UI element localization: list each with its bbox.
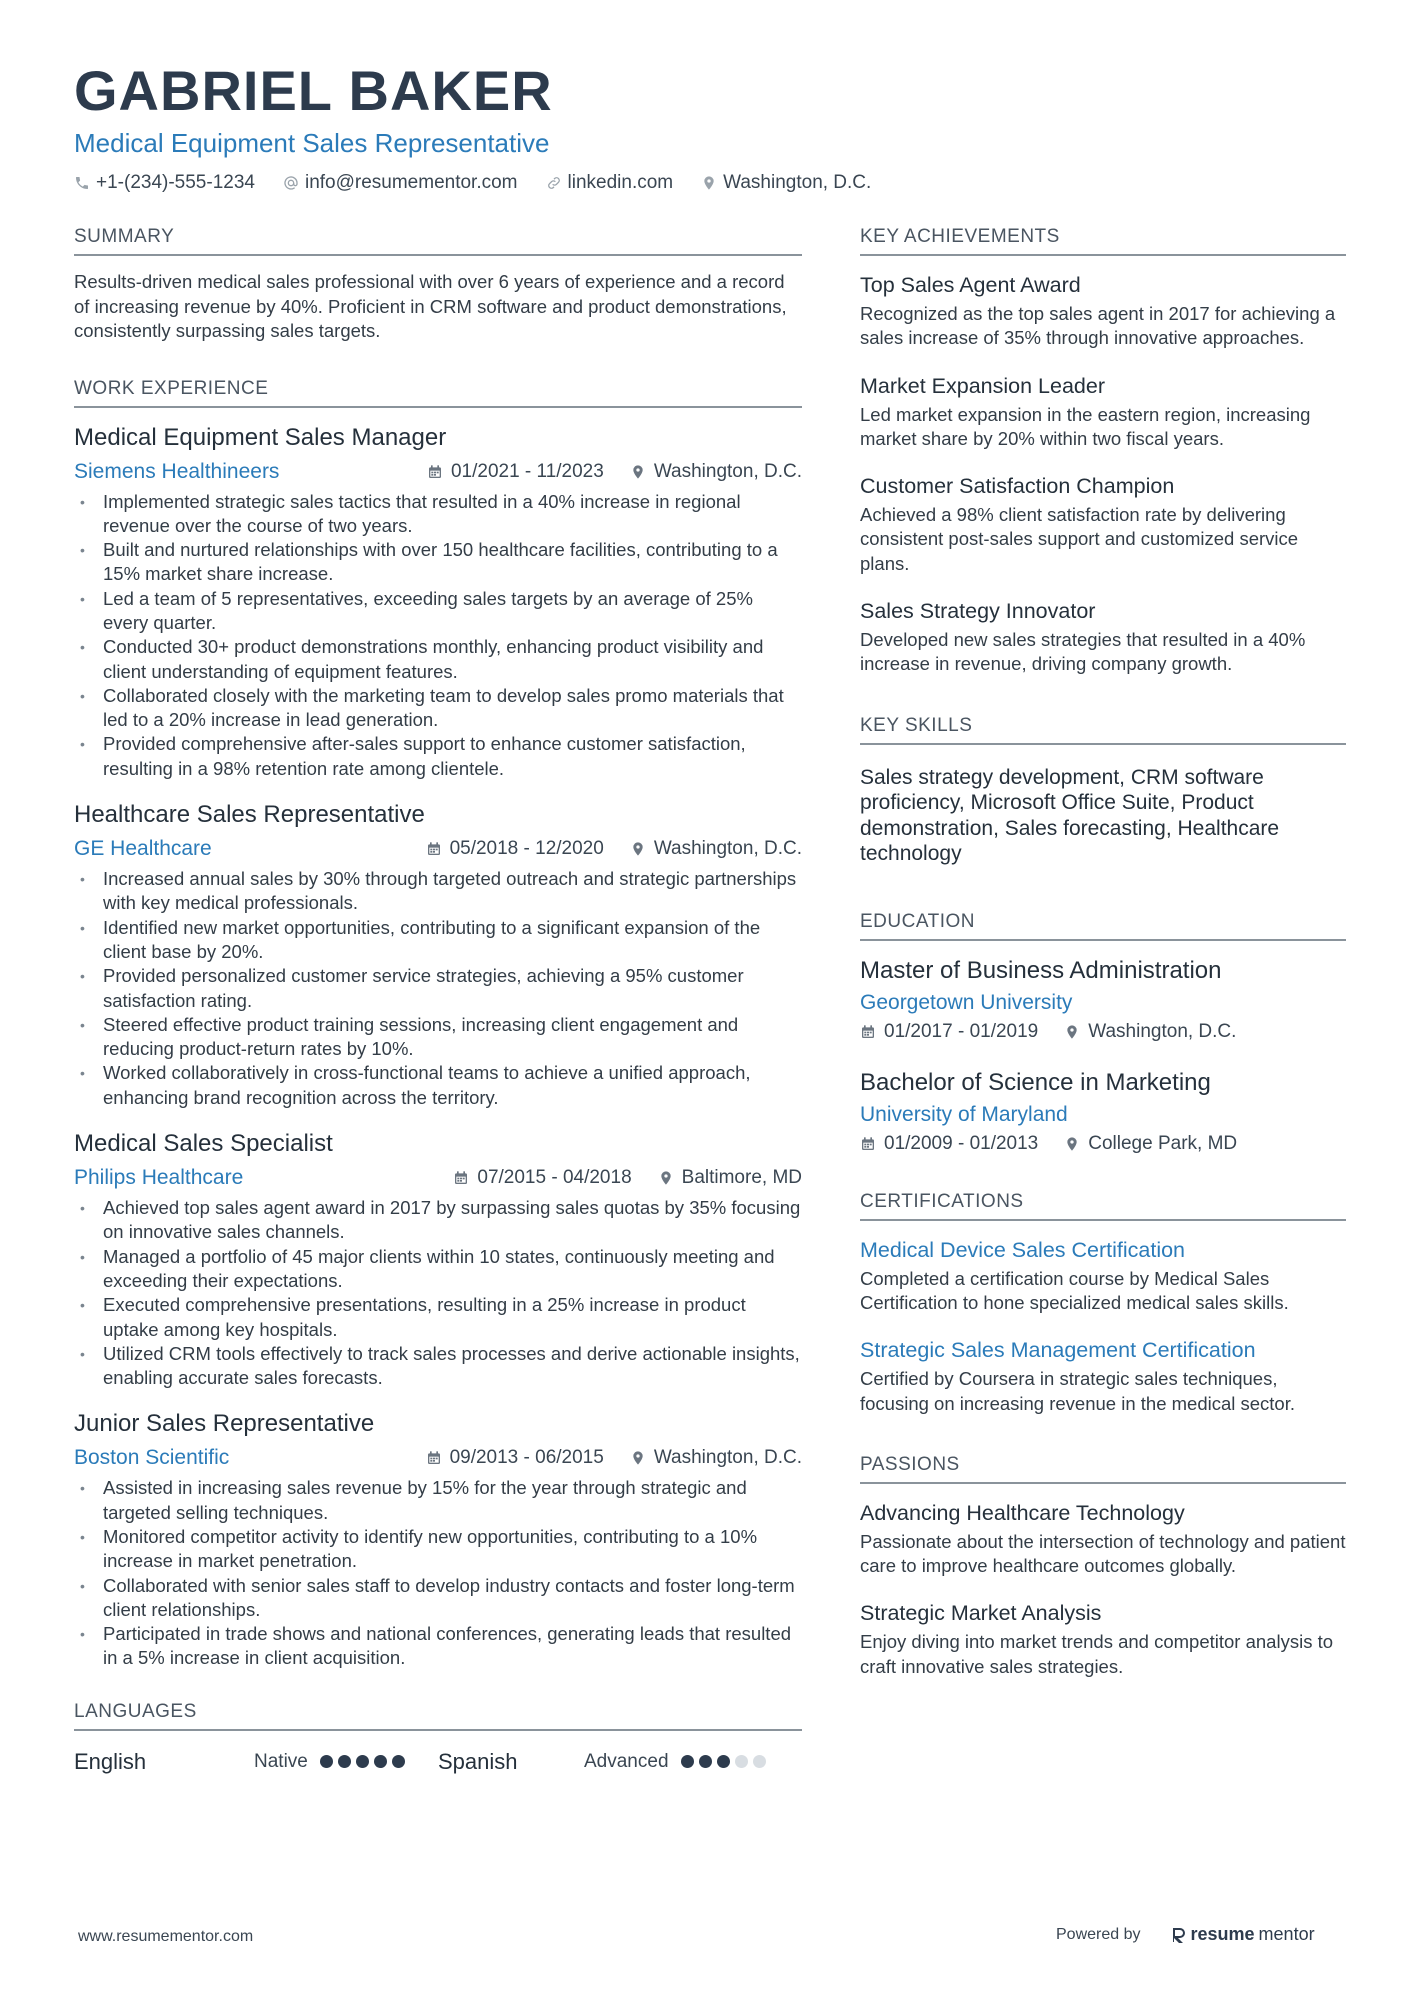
contact-linkedin[interactable] [546, 172, 674, 194]
job-location [630, 1447, 802, 1469]
map-pin-icon [1064, 1136, 1080, 1152]
achievement-title: Sales Strategy Innovator [860, 599, 1096, 624]
passion-title: Advancing Healthcare Technology [860, 1500, 1185, 1525]
company-name: GE Healthcare [74, 837, 212, 861]
calendar-icon [426, 1450, 442, 1466]
language-name: English [74, 1748, 147, 1774]
edu-meta [860, 1133, 1346, 1155]
job-dates [426, 838, 604, 860]
job-meta-right [427, 461, 802, 483]
email-text: info@resumementor.com [304, 172, 518, 193]
phone-text: +1-(234)-555-1234 [96, 172, 255, 193]
job-title: Medical Sales Specialist [74, 1130, 333, 1158]
bullet-item: • Worked collaboratively in cross-functional teams to achieve a unified approach, enhancing brand recognition across the territory. [74, 1061, 802, 1110]
edu-school: Georgetown University [860, 990, 1073, 1014]
job-title: Junior Sales Representative [74, 1410, 375, 1438]
job-location-text: Washington, D.C. [653, 460, 802, 482]
language-item [74, 1749, 438, 1775]
footer-branding [1056, 1924, 1315, 1945]
section-heading: PASSIONS [860, 1454, 1346, 1484]
job-meta-right [426, 838, 802, 860]
brand-bold: resume [1190, 1924, 1255, 1944]
job-meta [74, 458, 802, 486]
language-level: Advanced [584, 1750, 669, 1772]
job-meta-right [426, 1447, 802, 1469]
certification-item [860, 1235, 1346, 1316]
map-pin-icon [630, 841, 646, 857]
location-text: Washington, D.C. [723, 172, 872, 193]
section-heading: KEY ACHIEVEMENTS [860, 226, 1346, 256]
rating-dot [735, 1755, 748, 1768]
bullet-item: • Assisted in increasing sales revenue by 15% for the year through strategic and targeted selling techniques. [74, 1476, 802, 1525]
bullet-item: • Executed comprehensive presentations, resulting in a 25% increase in product uptake among key hospitals. [74, 1293, 802, 1342]
job-title: Medical Equipment Sales Manager [74, 423, 447, 451]
bullet-item: • Utilized CRM tools effectively to track sales processes and derive actionable insights, enabling accurate sales forecasts. [74, 1342, 802, 1391]
job-dates [426, 1447, 604, 1469]
job-location [658, 1167, 802, 1189]
bullet-item: • Achieved top sales agent award in 2017 by surpassing sales quotas by 35% focusing on innovative sales channels. [74, 1196, 802, 1245]
bullet-item: • Monitored competitor activity to identify new opportunities, contributing to a 10% increase in market penetration. [74, 1525, 802, 1574]
bullet-item: • Conducted 30+ product demonstrations monthly, enhancing product visibility and client understanding of equipment features. [74, 635, 802, 684]
section-heading: SUMMARY [74, 226, 802, 256]
job-dates-text: 01/2021 - 11/2023 [450, 460, 604, 482]
brand-logo[interactable] [1171, 1924, 1315, 1945]
achievement-desc: Recognized as the top sales agent in 2017 for achieving a sales increase of 35% through innovative approaches. [860, 303, 1336, 349]
job-location-text: Washington, D.C. [653, 838, 802, 860]
job-entry [74, 799, 802, 1110]
job-entry [74, 422, 802, 782]
achievements-section [860, 226, 1346, 677]
job-bullets [74, 867, 802, 1110]
achievement-title: Customer Satisfaction Champion [860, 474, 1175, 499]
education-item [860, 1067, 1346, 1155]
phone-icon [74, 175, 90, 191]
bullet-item: • Collaborated closely with the marketing team to develop sales promo materials that led to a 20% increase in lead generation. [74, 684, 802, 733]
language-rating [320, 1755, 405, 1768]
experience-section [74, 378, 802, 1671]
education-section [860, 911, 1346, 1155]
contact-phone[interactable] [74, 172, 255, 194]
bullet-item: • Managed a portfolio of 45 major clients within 10 states, continuously meeting and exceeding their expectations. [74, 1245, 802, 1294]
at-icon [283, 175, 299, 191]
calendar-icon [427, 464, 443, 480]
certifications-section [860, 1191, 1346, 1416]
job-location-text: Baltimore, MD [681, 1167, 802, 1189]
achievement-title: Top Sales Agent Award [860, 273, 1081, 297]
certification-title: Medical Device Sales Certification [860, 1237, 1186, 1262]
languages-row [74, 1745, 802, 1779]
job-dates [453, 1167, 631, 1189]
company-name: Siemens Healthineers [74, 459, 280, 483]
bullet-item: • Provided personalized customer service strategies, achieving a 95% customer satisfaction rating. [74, 964, 802, 1013]
job-bullets [74, 1196, 802, 1390]
job-entry [74, 1408, 802, 1670]
edu-dates [860, 1133, 1038, 1155]
certification-desc: Certified by Coursera in strategic sales techniques, focusing on increasing revenue in the medical sector. [860, 1368, 1296, 1414]
job-bullets [74, 1476, 802, 1670]
section-heading: KEY SKILLS [860, 715, 1346, 745]
linkedin-text: linkedin.com [567, 172, 674, 193]
language-name: Spanish [438, 1748, 518, 1774]
rating-dot [374, 1755, 387, 1768]
section-heading: CERTIFICATIONS [860, 1191, 1346, 1221]
calendar-icon [453, 1170, 469, 1186]
rating-dot [356, 1755, 369, 1768]
edu-dates [860, 1021, 1038, 1043]
edu-degree: Bachelor of Science in Marketing [860, 1068, 1211, 1096]
language-level: Native [254, 1750, 308, 1772]
achievement-desc: Developed new sales strategies that resulted in a 40% increase in revenue, driving company growth. [860, 629, 1306, 675]
job-dates-text: 05/2018 - 12/2020 [449, 838, 604, 860]
bullet-item: • Built and nurtured relationships with over 150 healthcare facilities, contributing to a 15% market share increase. [74, 538, 802, 587]
achievement-desc: Led market expansion in the eastern region, increasing market share by 20% within two fiscal years. [860, 403, 1311, 449]
left-column [74, 226, 802, 1813]
footer-website[interactable]: www.resumementor.com [78, 1928, 254, 1945]
powered-by-text: Powered by [1056, 1925, 1141, 1943]
resume-header [74, 58, 1344, 194]
map-pin-icon [1064, 1024, 1080, 1040]
contact-email[interactable] [283, 172, 518, 194]
candidate-name: GABRIEL BAKER [74, 59, 553, 122]
job-entry [74, 1128, 802, 1390]
edu-school: University of Maryland [860, 1102, 1068, 1126]
passion-desc: Passionate about the intersection of technology and patient care to improve healthcare outcomes globally. [860, 1530, 1346, 1577]
rating-dot [753, 1755, 766, 1768]
languages-section [74, 1701, 802, 1779]
summary-text: Results-driven medical sales professional with over 6 years of experience and a record of increasing revenue by 40%. Proficient in CRM software and product demonstrations, consistently surpassing sales targets. [74, 271, 787, 341]
right-column [860, 226, 1346, 1713]
resumementor-logo-icon [1171, 1926, 1187, 1944]
calendar-icon [860, 1136, 876, 1152]
skills-section [860, 715, 1346, 867]
passion-desc: Enjoy diving into market trends and competitor analysis to craft innovative sales strategies. [860, 1631, 1334, 1677]
bullet-item: • Participated in trade shows and national conferences, generating leads that resulted in a 5% increase in client acquisition. [74, 1622, 802, 1671]
edu-degree: Master of Business Administration [860, 956, 1222, 984]
edu-location [1064, 1021, 1236, 1043]
achievement-item [860, 471, 1346, 576]
job-dates [427, 461, 604, 483]
job-dates-text: 09/2013 - 06/2015 [449, 1447, 604, 1469]
job-location [630, 838, 802, 860]
job-bullets [74, 490, 802, 782]
rating-dot [392, 1755, 405, 1768]
section-heading: EDUCATION [860, 911, 1346, 941]
section-heading: WORK EXPERIENCE [74, 378, 802, 408]
candidate-title: Medical Equipment Sales Representative [74, 128, 550, 158]
job-dates-text: 07/2015 - 04/2018 [477, 1167, 632, 1189]
map-pin-icon [701, 175, 717, 191]
company-name: Philips Healthcare [74, 1166, 244, 1190]
rating-dot [699, 1755, 712, 1768]
link-icon [546, 175, 562, 191]
job-meta [74, 835, 802, 863]
bullet-item: • Led a team of 5 representatives, exceeding sales targets by an average of 25% every quarter. [74, 587, 802, 636]
job-meta [74, 1164, 802, 1192]
certification-desc: Completed a certification course by Medical Sales Certification to hone specialized medical sales skills. [860, 1267, 1289, 1313]
achievement-item [860, 371, 1346, 452]
skills-text: Sales strategy development, CRM software proficiency, Microsoft Office Suite, Product demonstration, Sales forecasting, Healthcare technology [860, 765, 1280, 866]
passion-title: Strategic Market Analysis [860, 1601, 1102, 1626]
contact-bar [74, 172, 1344, 194]
rating-dot [320, 1755, 333, 1768]
passion-item [860, 1498, 1346, 1579]
map-pin-icon [630, 1450, 646, 1466]
job-meta [74, 1444, 802, 1472]
edu-location-text: College Park, MD [1088, 1132, 1238, 1154]
contact-location [701, 172, 871, 194]
language-rating [681, 1755, 766, 1768]
bullet-item: • Implemented strategic sales tactics that resulted in a 40% increase in regional revenue over the course of two years. [74, 490, 802, 539]
passions-section [860, 1454, 1346, 1679]
achievement-item [860, 596, 1346, 677]
certification-title: Strategic Sales Management Certification [860, 1338, 1256, 1363]
map-pin-icon [658, 1170, 674, 1186]
brand-thin: mentor [1258, 1924, 1315, 1944]
edu-meta [860, 1021, 1346, 1043]
edu-dates-text: 01/2009 - 01/2013 [884, 1132, 1039, 1154]
job-meta-right [453, 1167, 802, 1189]
bullet-item: • Identified new market opportunities, contributing to a significant expansion of the client base by 20%. [74, 916, 802, 965]
calendar-icon [426, 841, 442, 857]
job-title: Healthcare Sales Representative [74, 801, 425, 829]
bullet-item: • Provided comprehensive after-sales support to enhance customer satisfaction, resulting in a 98% retention rate among clientele. [74, 732, 802, 781]
summary-section [74, 226, 802, 344]
edu-location-text: Washington, D.C. [1088, 1020, 1237, 1042]
rating-dot [717, 1755, 730, 1768]
company-name: Boston Scientific [74, 1446, 230, 1470]
achievement-item [860, 270, 1346, 351]
bullet-item: • Increased annual sales by 30% through targeted outreach and strategic partnerships with key medical professionals. [74, 867, 802, 916]
passion-item [860, 1598, 1346, 1679]
certification-item [860, 1335, 1346, 1416]
job-location-text: Washington, D.C. [653, 1447, 802, 1469]
achievement-title: Market Expansion Leader [860, 373, 1106, 398]
bullet-item: • Collaborated with senior sales staff to develop industry contacts and foster long-term client relationships. [74, 1574, 802, 1623]
section-heading: LANGUAGES [74, 1701, 802, 1731]
job-location [630, 461, 802, 483]
achievement-desc: Achieved a 98% client satisfaction rate by delivering consistent post-sales support and customized service plans. [860, 504, 1299, 574]
edu-location [1064, 1133, 1237, 1155]
language-item [438, 1749, 802, 1775]
education-item [860, 955, 1346, 1043]
rating-dot [338, 1755, 351, 1768]
bullet-item: • Steered effective product training sessions, increasing client engagement and reducing product-return rates by 10%. [74, 1013, 802, 1062]
calendar-icon [860, 1024, 876, 1040]
edu-dates-text: 01/2017 - 01/2019 [884, 1020, 1039, 1042]
rating-dot [681, 1755, 694, 1768]
map-pin-icon [630, 464, 646, 480]
